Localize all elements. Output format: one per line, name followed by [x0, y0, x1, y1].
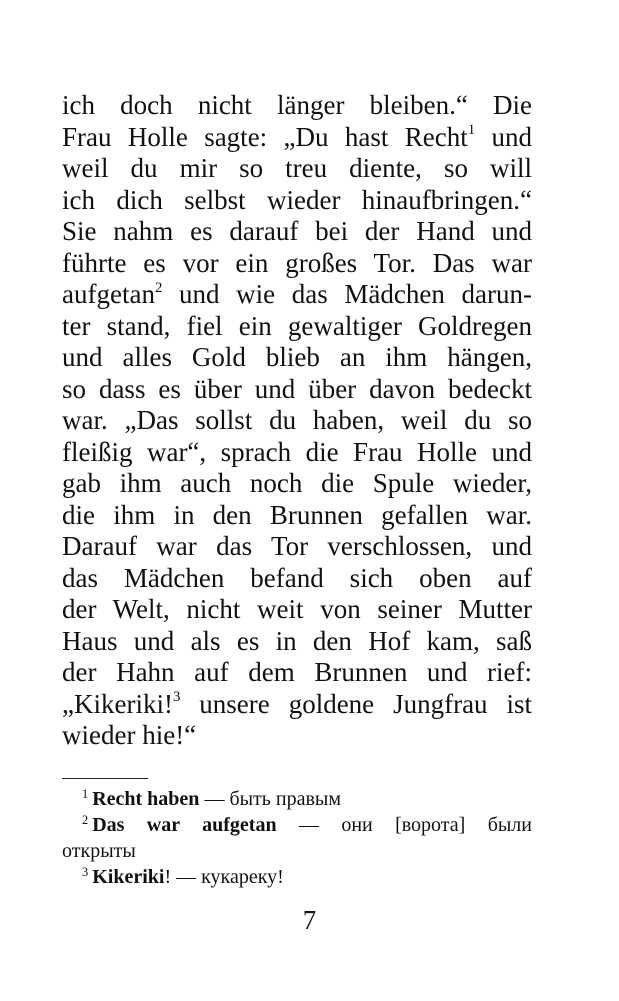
- footnote-divider: [62, 778, 148, 779]
- text-line: war. „Das sollst du haben, weil du so: [62, 405, 532, 435]
- footnote-term: Das war aufgetan: [92, 814, 277, 836]
- footnote-2: [62, 812, 532, 838]
- text-line: fleißig war“, sprach die Frau Holle und: [62, 436, 532, 467]
- footnote-definition: — быть правым: [199, 788, 342, 810]
- footnote-definition: — они [ворота] были: [276, 814, 532, 836]
- footnotes: [62, 786, 532, 890]
- text-line: der Welt, nicht weit von seiner Mutter: [62, 594, 532, 624]
- text-line: der Hahn auf dem Brunnen und rief:: [62, 657, 532, 687]
- text-line: die ihm in den Brunnen gefallen war.: [62, 499, 532, 530]
- footnote-2-continuation: открыты: [62, 840, 136, 862]
- footnote-term: Recht haben: [92, 788, 200, 810]
- text-line: ich dich selbst wieder hinaufbringen.“: [62, 184, 532, 215]
- text-line: aufgetan$^2$ und wie das Mädchen darun-: [62, 279, 532, 309]
- text-line: das Mädchen befand sich oben auf: [62, 562, 532, 593]
- body-text: [62, 90, 532, 752]
- page-number: 7: [302, 905, 317, 935]
- text-line: führte es vor ein großes Tor. Das war: [62, 247, 532, 278]
- footnote-definition: ! — кукареку!: [164, 866, 284, 888]
- footnote-number: 1: [82, 787, 89, 802]
- footnote-number: 2: [82, 813, 89, 828]
- footnote-number: 3: [82, 865, 89, 880]
- text-line: weil du mir so treu diente, so will: [62, 153, 532, 183]
- text-line: wieder hie!“: [62, 720, 197, 750]
- footnote-ref-3: 3: [172, 689, 181, 706]
- text-line: ich doch nicht länger bleiben.“ Die: [62, 90, 532, 120]
- text-line: gab ihm auch noch die Spule wieder,: [62, 468, 532, 498]
- text-line: Frau Holle sagte: „Du hast Recht$^1$ und: [62, 121, 532, 152]
- text-line: Darauf war das Tor verschlossen, und: [62, 531, 532, 561]
- text-line: Sie nahm es darauf bei der Hand und: [62, 216, 532, 246]
- footnote-3: [62, 864, 532, 890]
- footnote-1: [62, 786, 532, 812]
- text-line: und alles Gold blieb an ihm hängen,: [62, 342, 532, 372]
- footnote-ref-2: 2: [154, 279, 163, 296]
- footnote-term: Kikeriki: [92, 866, 165, 888]
- text-line: so dass es über und über davon bedeckt: [62, 373, 532, 404]
- footnote-ref-1: 1: [467, 122, 476, 139]
- text-line: Haus und als es in den Hof kam, saß: [62, 625, 532, 656]
- text-line: „Kikeriki!$^3$ unsere goldene Jungfrau ist: [62, 688, 532, 719]
- text-line: ter stand, fiel ein gewaltiger Goldregen: [62, 310, 532, 341]
